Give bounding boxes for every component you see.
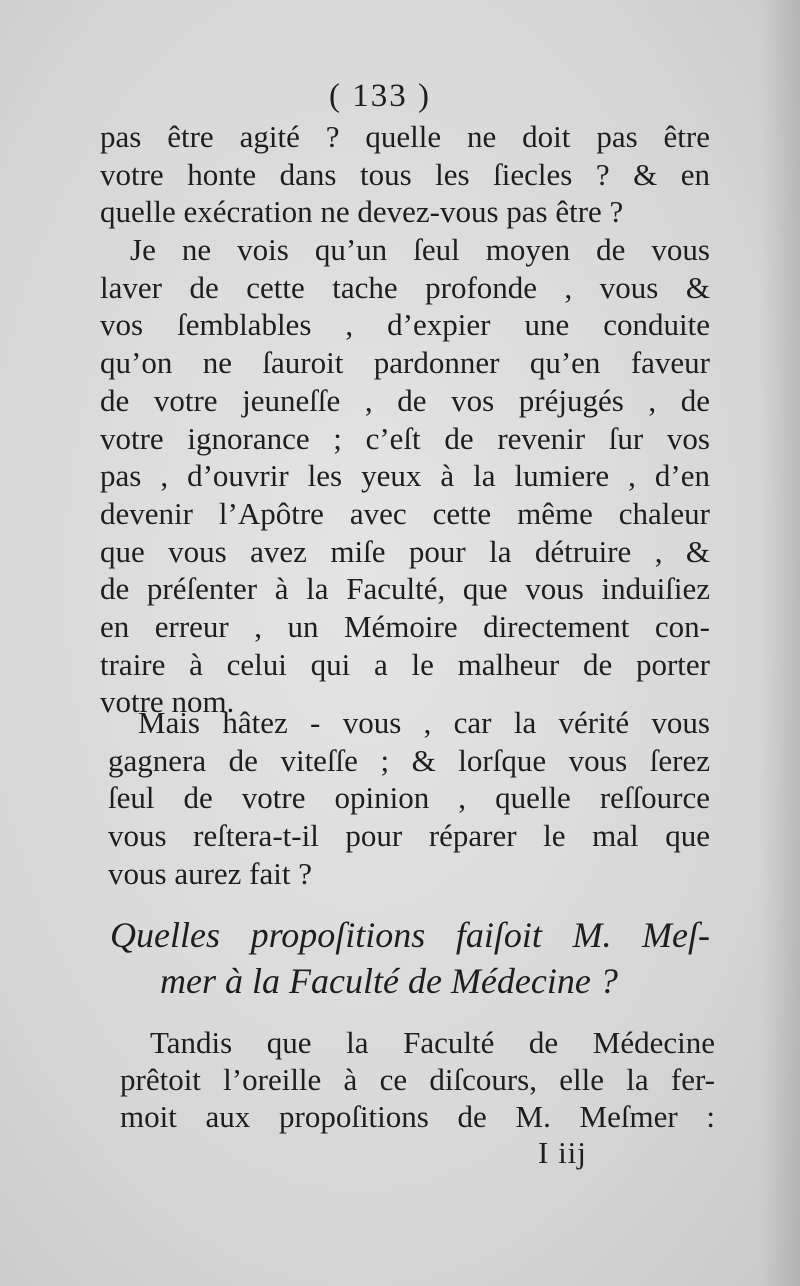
text-line: Je ne vois qu’un ſeul moyen de vous bbox=[130, 232, 710, 268]
text-line: pas , d’ouvrir les yeux à la lumiere , d’en bbox=[100, 458, 710, 494]
text-line: vous reſtera-t-il pour réparer le mal que bbox=[108, 818, 710, 854]
text-line: traire à celui qui a le malheur de porter bbox=[100, 646, 710, 682]
heading-line: Quelles propoſitions faiſoit M. Meſ- bbox=[110, 915, 710, 955]
signature-mark: I iij bbox=[538, 1135, 587, 1170]
paragraph-2 bbox=[108, 704, 710, 892]
text-line: Tandis que la Faculté de Médecine bbox=[150, 1025, 715, 1060]
text-line: votre nom. bbox=[100, 684, 235, 720]
paragraph-3 bbox=[120, 1024, 715, 1135]
text-line: gagnera de viteſſe ; & lorſque vous ſerez bbox=[108, 742, 710, 778]
section-heading bbox=[110, 912, 710, 1004]
text-line: pas être agité ? quelle ne doit pas être bbox=[100, 119, 710, 154]
text-line: vos ſemblables , d’expier une conduite bbox=[100, 307, 710, 343]
text-line: laver de cette tache profonde , vous & bbox=[100, 269, 710, 305]
text-line: ſeul de votre opinion , quelle reſſource bbox=[108, 780, 710, 816]
text-line: devenir l’Apôtre avec cette même chaleur bbox=[100, 495, 710, 531]
text-line: quelle exécration ne devez-vous pas être ? bbox=[100, 194, 624, 230]
text-line: votre honte dans tous les ſiecles ? & en bbox=[100, 156, 710, 192]
text-line: que vous avez miſe pour la détruire , & bbox=[100, 533, 710, 569]
text-line: qu’on ne ſauroit pardonner qu’en faveur bbox=[100, 345, 710, 381]
text-line: de votre jeuneſſe , de vos préjugés , de bbox=[100, 382, 710, 418]
text-line: en erreur , un Mémoire directement con- bbox=[100, 608, 710, 644]
text-line: prêtoit l’oreille à ce diſcours, elle la fer- bbox=[120, 1062, 715, 1097]
text-line: Mais hâtez - vous , car la vérité vous bbox=[138, 705, 710, 740]
page-number: ( 133 ) bbox=[329, 78, 431, 114]
text-line: vous aurez fait ? bbox=[108, 855, 312, 891]
text-line: votre ignorance ; c’eſt de revenir ſur vos bbox=[100, 420, 710, 456]
text-line: moit aux propoſitions de M. Meſmer : bbox=[120, 1099, 715, 1134]
heading-line: mer à la Faculté de Médecine ? bbox=[160, 961, 618, 1001]
paragraph-1 bbox=[100, 118, 710, 721]
text-line: de préſenter à la Faculté, que vous induiſiez bbox=[100, 571, 710, 607]
page-gutter-shadow bbox=[760, 0, 800, 1286]
